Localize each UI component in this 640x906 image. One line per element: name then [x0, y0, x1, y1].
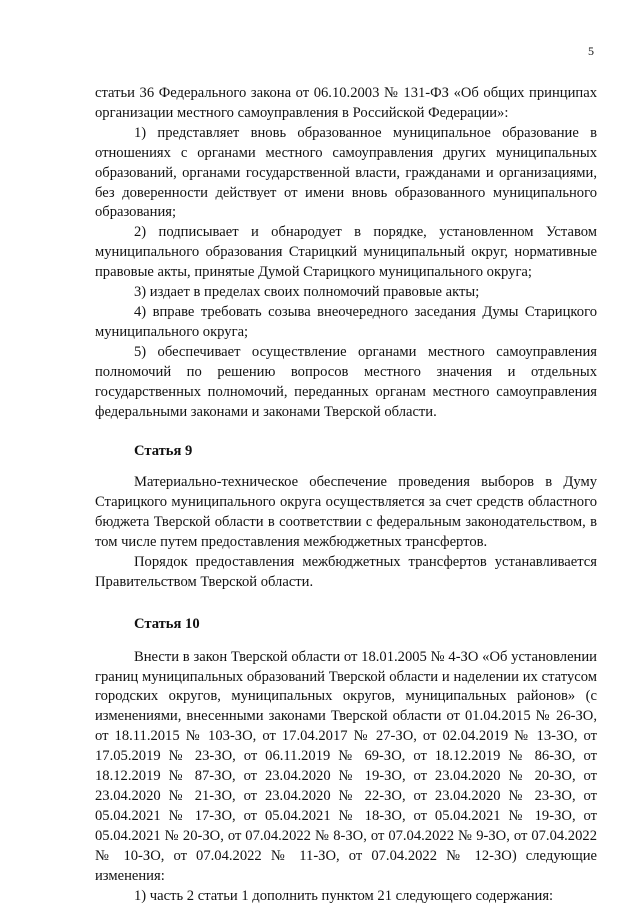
paragraph-article9-2: Порядок предоставления межбюджетных трансфертов устанавливается Правительством Тверской области. — [95, 553, 597, 590]
article-10-heading: Статья 10 — [134, 615, 200, 632]
paragraph-item-4: 4) вправе требовать созыва внеочередного заседания Думы Старицкого муниципального округа; — [95, 303, 597, 340]
page-number: 5 — [588, 44, 594, 58]
paragraph-article9-1: Материально-техническое обеспечение проведения выборов в Думу Старицкого муниципального округа осуществляется за счет средств областного бюджета Тверской области в соответствии с федеральным законодательством, в том числе путем предоставления межбюджетных трансфертов. — [95, 474, 597, 551]
paragraph-item-5: 5) обеспечивает осуществление органами местного самоуправления полномочий по решению вопросов местного значения и отдельных государственных полномочий, переданных органам местного самоуправления федеральными законами и законами Тверской области. — [95, 343, 597, 420]
paragraph-article8-continuation: статьи 36 Федерального закона от 06.10.2003 № 131-ФЗ «Об общих принципах организации местного самоуправления в Российской Федерации»: — [95, 85, 597, 121]
document-body — [95, 84, 597, 906]
paragraph-item-1: 1) представляет вновь образованное муниципальное образование в отношениях с органами местного самоуправления других муниципальных образований, органами государственной власти, гражданами и организациями, без доверенности действует от имени вновь образованного муниципального образования; — [95, 124, 597, 221]
article-9-heading: Статья 9 — [134, 443, 193, 460]
paragraph-item-3: 3) издает в пределах своих полномочий правовые акты; — [134, 284, 480, 301]
paragraph-article10-1: Внести в закон Тверской области от 18.01.2005 № 4-ЗО «Об установлении границ муниципальных образований Тверской области и наделении их статусом городских округов, муниципальных округов, муниципальных районов» (с изменениями, внесенными законами Тверской области от 01.04.2015 № 26-ЗО, от 18.11.2015 № 103-ЗО, от 17.04.2017 № 27-ЗО, от 02.04.2019 № 13-ЗО, от 17.05.2019 № 23-ЗО, от 06.11.2019 № 69-ЗО, от 18.12.2019 № 86-ЗО, от 18.12.2019 № 87-ЗО, от 23.04.2020 № 19-ЗО, от 23.04.2020 № 20-ЗО, от 23.04.2020 № 21-ЗО, от 23.04.2020 № 22-ЗО, от 23.04.2020 № 23-ЗО, от 05.04.2021 № 17-ЗО, от 05.04.2021 № 18-ЗО, от 05.04.2021 № 19-ЗО, от 05.04.2021 № 20-ЗО, от 07.04.2022 № 8-ЗО, от 07.04.2022 № 9-ЗО, от 07.04.2022 № 10-ЗО, от 07.04.2022 № 11-ЗО, от 07.04.2022 № 12-ЗО) следующие изменения: — [95, 648, 597, 884]
paragraph-item-2: 2) подписывает и обнародует в порядке, установленном Уставом муниципального образования Старицкий муниципальный округ, нормативные правовые акты, принятые Думой Старицкого муниципального округа; — [95, 224, 597, 281]
paragraph-article10-2: 1) часть 2 статьи 1 дополнить пунктом 21 следующего содержания: — [134, 887, 554, 904]
